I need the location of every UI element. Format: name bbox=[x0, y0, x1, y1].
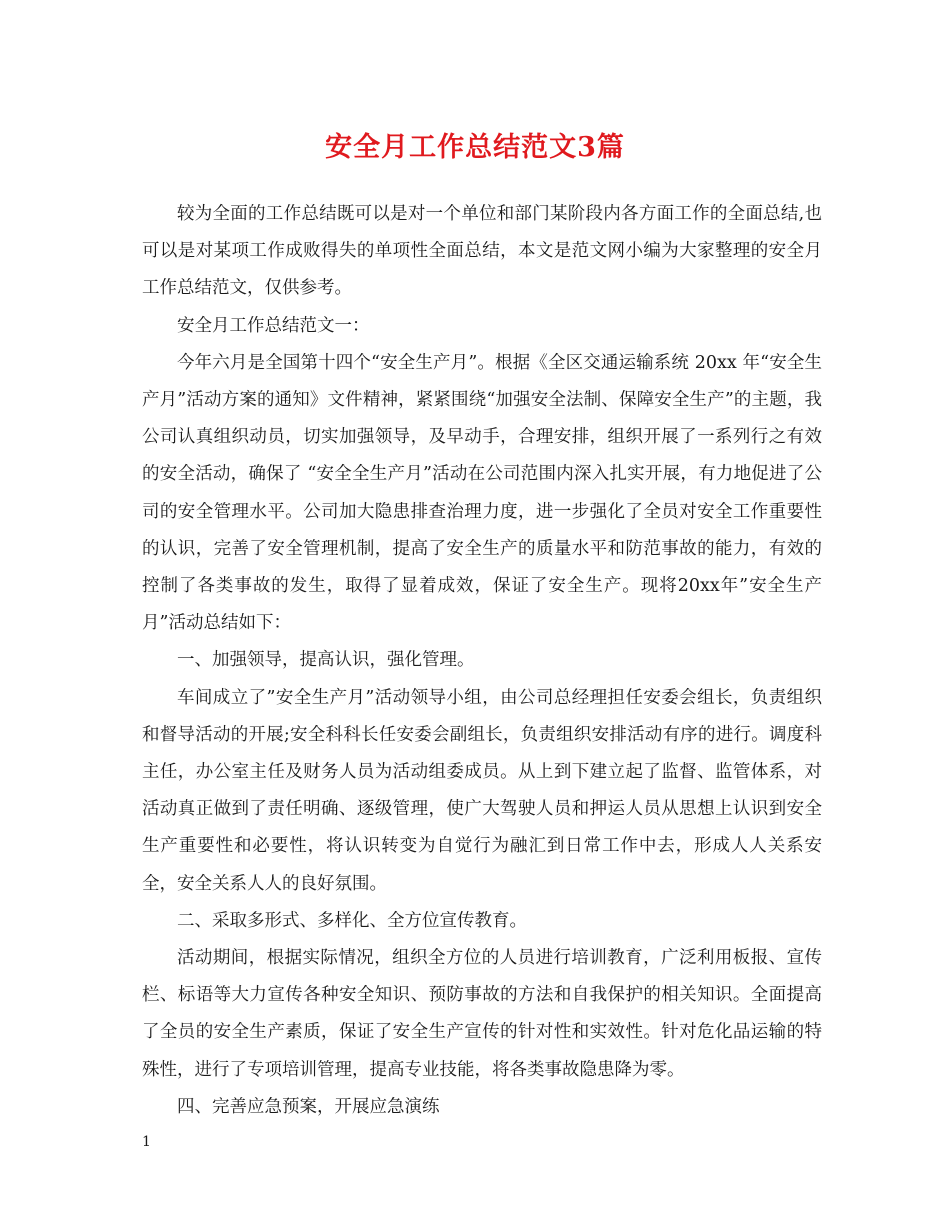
paragraph-leadership: 车间成立了”安全生产月”活动领导小组，由公司总经理担任安委会组长，负责组织和督导活动的开展;安全科科长任安委会副组长，负责组织安排活动有序的进行。调度科主任，办公室主任及财务人员为活动组委成员。从上到下建立起了监督、监管体系，对活动真正做到了责任明确、逐级管理，使广大驾驶人员和押运人员从思想上认识到安全生产重要性和必要性，将认识转变为自觉行为融汇到日常工作中去，形成人人关系安全，安全关系人人的良好氛围。 bbox=[142, 687, 822, 894]
paragraph-main: 今年六月是全国第十四个“安全生产月”。根据《全区交通运输系统 20xx 年“安全生产月”活动方案的通知》文件精神，紧紧围绕“加强安全法制、保障安全生产”的主题，我公司认真组织动员，切实加强领导，及早动手，合理安排，组织开展了一系列行之有效的安全活动，确保了 “安全全生产月”活动在公司范围内深入扎实开展，有力地促进了公司的安全管理水平。公司加大隐患排查治理力度，进一步强化了全员对安全工作重要性的认识，完善了安全管理机制，提高了安全生产的质量水平和防范事故的能力，有效的控制了各类事故的发生，取得了显着成效，保证了安全生产。现将20xx年”安全生产月”活动总结如下： bbox=[142, 352, 822, 634]
document-body bbox=[142, 196, 822, 1126]
paragraph-section-heading: 安全月工作总结范文一： bbox=[177, 315, 370, 336]
paragraph-heading-two: 二、采取多形式、多样化、全方位宣传教育。 bbox=[177, 910, 527, 931]
document-title: 安全月工作总结范文3篇 bbox=[325, 132, 625, 163]
paragraph-heading-one: 一、加强领导，提高认识，强化管理。 bbox=[177, 650, 475, 671]
paragraph-education: 活动期间，根据实际情况，组织全方位的人员进行培训教育，广泛利用板报、宣传栏、标语等大力宣传各种安全知识、预防事故的方法和自我保护的相关知识。全面提高了全员的安全生产素质，保证了安全生产宣传的针对性和实效性。针对危化品运输的特殊性，进行了专项培训管理，提高专业技能，将各类事故隐患降为零。 bbox=[142, 948, 822, 1080]
paragraph-heading-four: 四、完善应急预案，开展应急演练 bbox=[177, 1096, 440, 1117]
paragraph-intro: 较为全面的工作总结既可以是对一个单位和部门某阶段内各方面工作的全面总结,也可以是对某项工作成败得失的单项性全面总结，本文是范文网小编为大家整理的安全月工作总结范文，仅供参考。 bbox=[142, 204, 822, 299]
page-number: 1 bbox=[142, 1134, 151, 1150]
